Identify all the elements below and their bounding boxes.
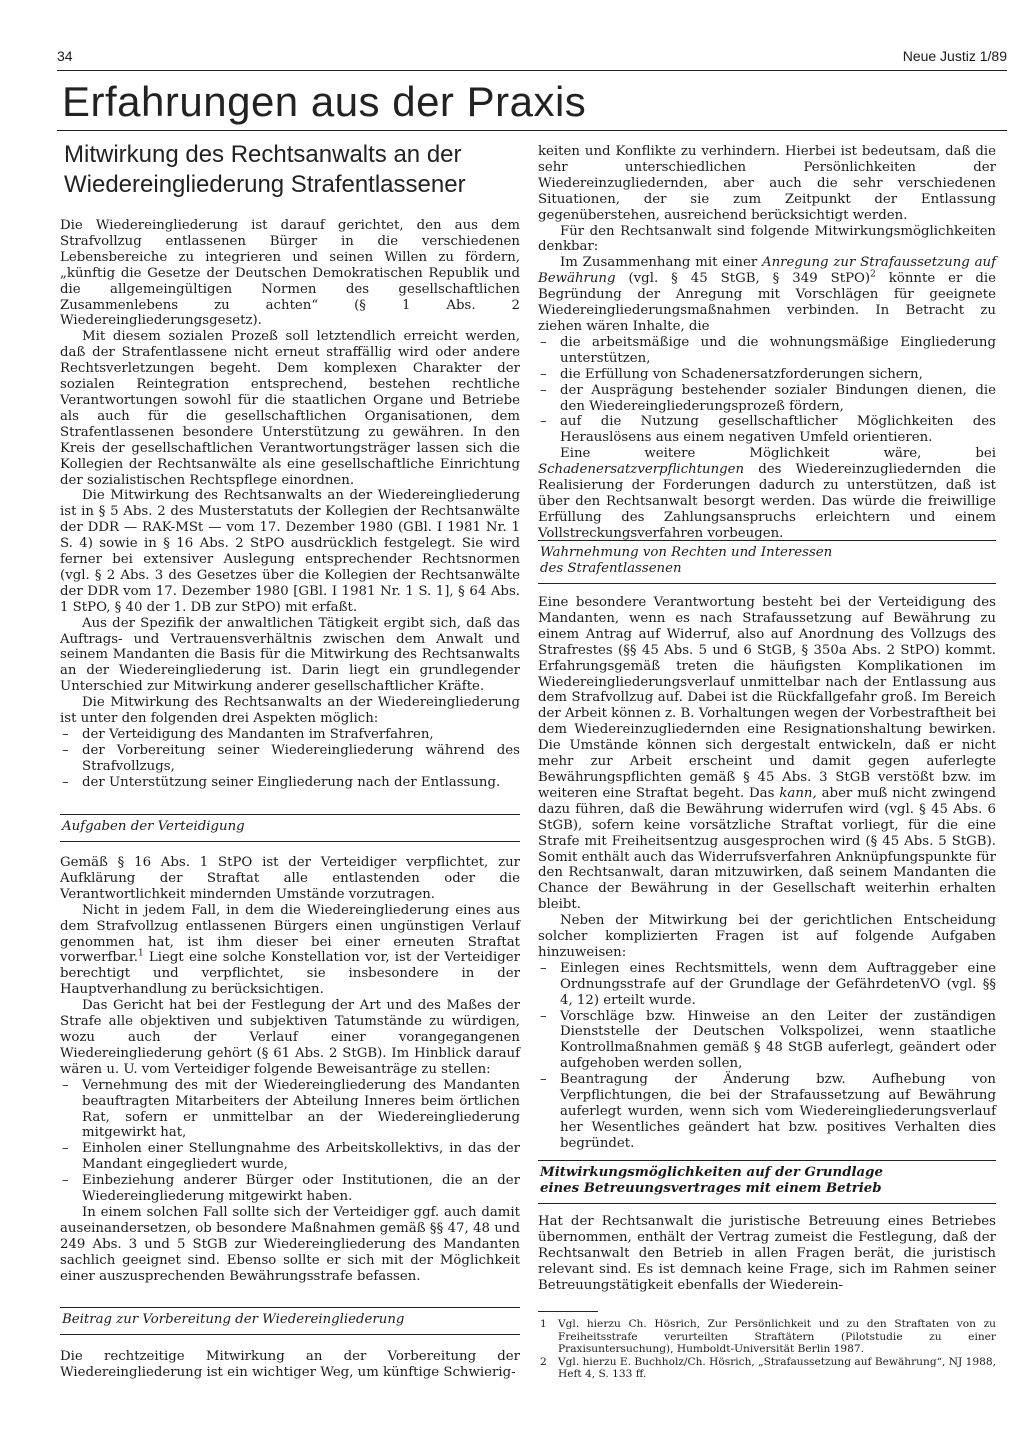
aspect-list xyxy=(60,727,520,791)
paragraph xyxy=(60,903,520,998)
subheading-vorbereitung: Beitrag zur Vorbereitung der Wiedereingliederung xyxy=(60,1307,520,1335)
text-span: Liegt eine solche Konstellation vor, ist der Verteidiger berechtigt und verpflichtet, sie insbesondere in der Hauptverhandlung zu berücksichtigen. xyxy=(60,950,520,998)
list-item: – auf die Nutzung gesellschaftlicher Möglichkeiten des Herauslösens aus einem negativen Umfeld orientieren. xyxy=(538,414,996,446)
list-item: – der Ausprägung bestehender sozialer Bindungen dienen, die den Wiedereingliederungsprozeß fördern, xyxy=(538,383,996,415)
emphasis: Anregung zur Strafaussetzung auf Bewährung xyxy=(538,255,996,287)
list-item: – die arbeitsmäßige und die wohnungsmäßige Eingliederung unterstützen, xyxy=(538,335,996,367)
list-item: – der Verteidigung des Mandanten im Strafverfahren, xyxy=(60,727,520,743)
right-block-betreuung xyxy=(538,1214,996,1294)
footnotes xyxy=(538,1318,996,1381)
list-item: – Einbeziehung anderer Bürger oder Institutionen, die an der Wiedereingliederung mitgewirkt haben. xyxy=(60,1173,520,1205)
footnote-number: 2 xyxy=(540,1355,547,1368)
left-block-vorbereitung xyxy=(60,1349,520,1381)
paragraph: Mit diesem sozialen Prozeß soll letztendlich erreicht werden, daß der Strafentlassene nicht erneut straffällig wird oder andere Rechtsverletzungen begeht. Dem komplexen Charakter der sozialen Reintegration entsprechend, bestehen rechtliche Verantwortungen sowohl für die staatlichen Organe und Betriebe als auch für die gesellschaftlichen Organisationen, dem Strafentlassenen besondere Unterstützung zu gewähren. In den Kreis der gesellschaftlichen Verantwortungsträger lassen sich die Kollegien der Rechtsanwälte als eine gesellschaftliche Einrichtung der sozialistischen Rechtspflege einordnen. xyxy=(60,329,520,488)
paragraph: Die Mitwirkung des Rechtsanwalts an der Wiedereingliederung ist unter den folgenden drei Aspekten möglich: xyxy=(60,695,520,727)
text-span: Eine besondere Verantwortung besteht bei der Verteidigung des Mandanten, wenn es nach Strafaussetzung auf Bewährung zu einem Antrag auf Widerruf, also auf Anordnung des Vollzugs des Strafrestes (§§ 45 Abs. 5 und 6 StGB, § 350a Abs. 2 StPO) kommt. Erfahrungsgemäß treten die häufigsten Komplikationen im Wiedereingliederungsverlauf unmittelbar nach der Entlassung aus dem Strafvollzug auf. Dabei ist die Rückfallgefahr groß. Im Bereich der Arbeit können z. B. Vorhaltungen wegen der Vorbestraftheit bei dem Wiedereinzugliedernden eine Resignationshaltung bewirken. Die Umstände können sich dergestalt entwickeln, daß er nicht mehr zur Arbeit erscheint und damit gegen auferlegte Bewährungspflichten gemäß § 45 Abs. 3 StGB verstößt bzw. im weiteren eine Straftat begeht. Das xyxy=(538,595,996,801)
subheading-wahrnehmung xyxy=(538,540,996,584)
subheading-line: des Strafentlassenen xyxy=(540,561,682,576)
title-rule xyxy=(57,130,1007,131)
paragraph: Hat der Rechtsanwalt die juristische Betreuung eines Betriebes übernommen, enthält der Vertrag zumeist die Festlegung, daß der Rechtsanwalt den Betrieb in allen Fragen berät, die juristisch relevant sind. Es ist demnach keine Frage, sich im Rahmen seiner Betreuungstätigkeit ebenfalls der Wiederein- xyxy=(538,1214,996,1293)
footnote-1 xyxy=(538,1318,996,1356)
paragraph: Neben der Mitwirkung bei der gerichtlichen Entscheidung solcher komplizierten Fragen ist auf folgende Aufgaben hinzuweisen: xyxy=(538,913,996,960)
paragraph: Gemäß § 16 Abs. 1 StPO ist der Verteidiger verpflichtet, zur Aufklärung der Straftat alle entlastenden oder die Verantwortlichkeit mindernden Umstände vorzutragen. xyxy=(60,855,520,902)
text-span: könnte er die Begründung der Anregung mit Vorschlägen für geeignete Wiedereingliederungsmaßnahmen verbinden. In Betracht zu ziehen wären Inhalte, die xyxy=(538,271,996,334)
footnote-ref: 2 xyxy=(870,269,876,280)
subheading-line: Wahrnehmung von Rechten und Interessen xyxy=(540,545,833,560)
article-title-line-1: Mitwirkung des Rechtsanwalts an der xyxy=(64,141,462,168)
text-span: aber muß nicht zwingend dazu führen, daß die Bewährung widerrufen wird (vgl. § 45 Abs. 6 StGB), sofern keine vorsätzliche Straftat vorliegt, für die eine Strafe mit Freiheitsentzug ausgesprochen wird (§ 45 Abs. 5 StGB). Somit enthält auch das Widerrufsverfahren Anknüpfungspunkte für den Rechtsanwalt, daran mitzuwirken, daß seinem Mandanten die Chance der Bewährung in der Gesellschaft weiterhin erhalten bleibt. xyxy=(538,785,996,913)
task-list xyxy=(538,961,996,1152)
paragraph xyxy=(538,446,996,541)
list-item: – die Erfüllung von Schadenersatzforderungen sichern, xyxy=(538,367,996,383)
paragraph: Aus der Spezifik der anwaltlichen Tätigkeit ergibt sich, daß das Auftrags- und Vertrauensverhältnis zwischen dem Anwalt und seinem Mandanten die Basis für die Mitwirkung des Rechtsanwalts an der Wiedereingliederung ist. Darin liegt ein grundlegender Unterschied zur Mitwirkung anderer gesellschaftlicher Kräfte. xyxy=(60,615,520,695)
paragraph: Die rechtzeitige Mitwirkung an der Vorbereitung der Wiedereingliederung ist ein wichtiger Weg, um künftige Schwierig- xyxy=(60,1349,520,1380)
paragraph xyxy=(538,255,996,335)
running-header xyxy=(57,44,1007,71)
list-item: – Einholen einer Stellungnahme des Arbeitskollektivs, in das der Mandant eingegliedert wurde, xyxy=(60,1141,520,1173)
left-block-verteidigung xyxy=(60,855,520,1284)
article-title-line-2: Wiedereingliederung Strafentlassener xyxy=(64,171,466,198)
footnote-text: Vgl. hierzu E. Buchholz/Ch. Hösrich, „Strafaussetzung auf Bewährung“, NJ 1988, Heft 4, S. 133 ff. xyxy=(558,1355,996,1381)
right-block-continuation xyxy=(538,144,996,542)
right-block-wahrnehmung xyxy=(538,595,996,1152)
text-span: Eine weitere Möglichkeit wäre, bei xyxy=(560,446,996,462)
evidence-list xyxy=(60,1078,520,1205)
paragraph: In einem solchen Fall sollte sich der Verteidiger ggf. auch damit auseinandersetzen, ob besondere Maßnahmen gemäß §§ 47, 48 und 249 Abs. 3 und 5 StGB zur Wiedereingliederung des Mandanten sachlich geeignet sind. Ebenso sollte er sich mit der Möglichkeit einer auszusprechenden Bewährungsstrafe befassen. xyxy=(60,1204,520,1284)
subheading-verteidigung: Aufgaben der Verteidigung xyxy=(60,814,520,842)
text-span: des Wiedereinzugliedernden die Realisierung der Forderungen dadurch zu unterstützen, daß ist über den Rechtsanwalt besorgt werden. Das würde die freiwillige Erfüllung des Zahlungsanspruchs erleichtern und einem Vollstreckungsverfahren vorbeugen. xyxy=(538,462,996,541)
list-item: – Beantragung der Änderung bzw. Aufhebung von Verpflichtungen, die bei der Strafaussetzung auf Bewährung auferlegt wurden, wenn sich vom Wiedereingliederungsverlauf her Wesentliches geändert hat bzw. positives Verhalten dies begründet. xyxy=(538,1072,996,1152)
page-number: 34 xyxy=(57,48,73,64)
footnote-rule xyxy=(538,1311,598,1312)
content-list xyxy=(538,335,996,446)
paragraph: Das Gericht hat bei der Festlegung der Art und des Maßes der Strafe alle objektiven und subjektiven Tatumstände zu würdigen, wozu auch der Verlauf einer vorangegangenen Wiedereingliederung gehört (§ 61 Abs. 2 StGB). Im Hinblick darauf wären u. U. vom Verteidiger folgende Beweisanträge zu stellen: xyxy=(60,998,520,1077)
article-title xyxy=(64,140,514,200)
paragraph: keiten und Konflikte zu verhindern. Hierbei ist bedeutsam, daß die sehr unterschiedlichen Persönlichkeiten der Wiedereinzugliedernden, aber auch die sehr verschiedenen Situationen, der sie zum Zeitpunkt der Entlassung gegenüberstehen, ausreichend berücksichtigt werden. xyxy=(538,144,996,223)
emphasis: Schadenersatzverpflichtungen xyxy=(538,462,745,478)
footnote-text: Vgl. hierzu Ch. Hösrich, Zur Persönlichkeit und zu den Straftaten von zu Freiheitsstrafe verurteilten Straftätern (Pilotstudie zu einer Praxisuntersuchung), Humboldt-Universität Berlin 1987. xyxy=(558,1318,996,1356)
paragraph xyxy=(538,595,996,913)
list-item: – Einlegen eines Rechtsmittels, wenn dem Auftraggeber eine Ordnungsstrafe auf der Grundlage der GefährdetenVO (vgl. §§ 4, 12) erteilt wurde. xyxy=(538,961,996,1009)
text-span: Im Zusammenhang mit einer xyxy=(560,255,763,271)
paragraph: Die Wiedereingliederung ist darauf gerichtet, den aus dem Strafvollzug entlassenen Bürger in die verschiedenen Lebensbereiche zu integrieren und seinen Willen zu fördern, „künftig die Gesetze der Deutschen Demokratischen Republik und die allgemeingültigen Normen des gesellschaftlichen Zusammenlebens zu achten“ (§ 1 Abs. 2 Wiedereingliederungsgesetz). xyxy=(60,218,520,329)
list-item: – der Unterstützung seiner Eingliederung nach der Entlassung. xyxy=(60,775,520,791)
paragraph: Für den Rechtsanwalt sind folgende Mitwirkungsmöglichkeiten denkbar: xyxy=(538,223,996,255)
paragraph: Die Mitwirkung des Rechtsanwalts an der Wiedereingliederung ist in § 5 Abs. 2 des Musterstatuts der Kollegien der Rechtsanwälte der DDR — RAK-MSt — vom 17. Dezember 1980 (GBl. I 1981 Nr. 1 S. 4) sowie in § 16 Abs. 2 StPO ausdrücklich festgelegt. Sie wird ferner bei extensiver Auslegung entsprechender Rechtsnormen (vgl. § 2 Abs. 3 des Gesetzes über die Kollegien der Rechtsanwälte der DDR vom 17. Dezember 1980 [GBl. I 1981 Nr. 1 S. 1], § 64 Abs. 1 StPO, § 40 der 1. DB zur StPO) mit erfaßt. xyxy=(60,488,520,615)
footnote-number: 1 xyxy=(540,1318,547,1330)
text-span: (vgl. § 45 StGB, § 349 StPO) xyxy=(615,271,871,287)
section-title: Erfahrungen aus der Praxis xyxy=(62,78,587,125)
subheading-betreuungsvertrag xyxy=(538,1160,996,1204)
subheading-line: eines Betreuungsvertrages mit einem Betrieb xyxy=(540,1181,882,1196)
text-span: Nicht in jedem Fall, in dem die Wiedereingliederung eines aus dem Strafvollzug entlassenen Bürgers einen ungünstigen Verlauf genommen hat, ist ihm dieser bei einer erneuten Straftat vorwerfbar. xyxy=(60,902,520,966)
list-item: – Vernehmung des mit der Wiedereingliederung des Mandanten beauftragten Mitarbeiters der Abteilung Inneres beim örtlichen Rat, sofern er unmittelbar an der Wiedereingliederung mitgewirkt hat, xyxy=(60,1078,520,1142)
list-item: – Vorschläge bzw. Hinweise an den Leiter der zuständigen Dienststelle der Deutschen Volkspolizei, wenn staatliche Kontrollmaßnahmen gemäß § 48 StGB auferlegt, geändert oder aufgehoben werden sollen, xyxy=(538,1009,996,1073)
footnote-ref: 1 xyxy=(137,949,144,960)
left-block-intro xyxy=(60,218,520,791)
emphasis: kann, xyxy=(779,785,817,801)
list-item: – der Vorbereitung seiner Wiedereingliederung während des Strafvollzugs, xyxy=(60,743,520,775)
subheading-line: Mitwirkungsmöglichkeiten auf der Grundlage xyxy=(540,1165,883,1180)
journal-issue: Neue Justiz 1/89 xyxy=(902,48,1007,64)
footnote-2 xyxy=(538,1356,996,1381)
